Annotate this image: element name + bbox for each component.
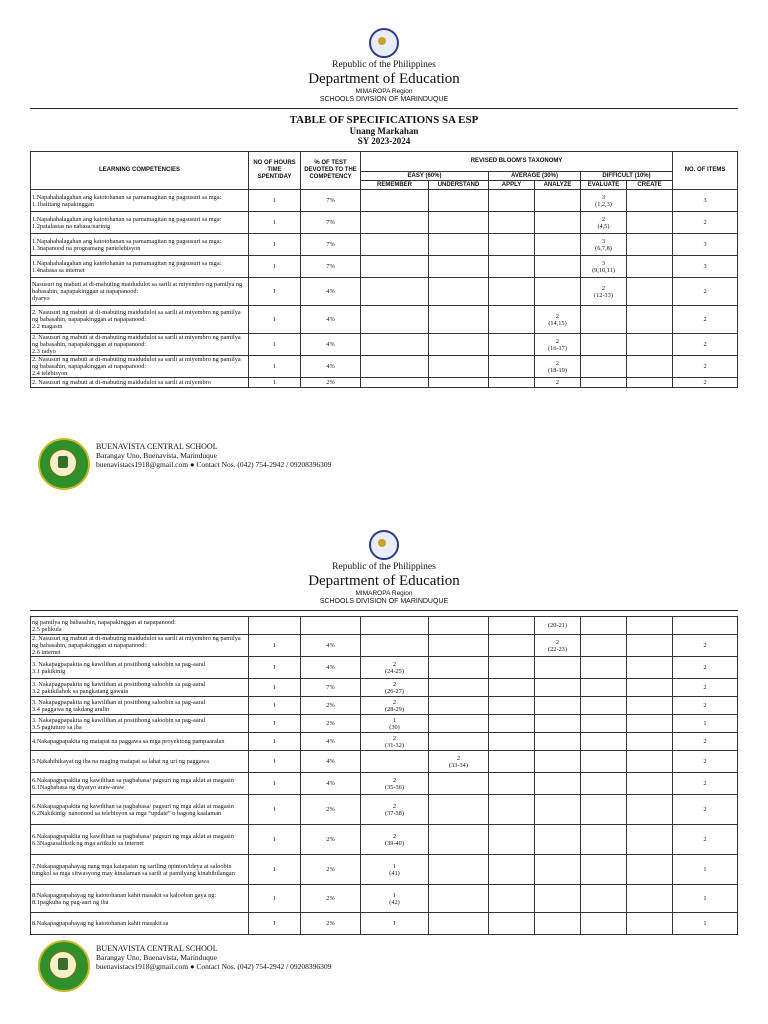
items-cell: 2: [673, 657, 738, 679]
hours-cell: 1: [249, 256, 301, 278]
create-cell: [627, 334, 673, 356]
division-text: SCHOOLS DIVISION OF MARINDUQUE: [319, 598, 449, 605]
percent-cell: 4%: [301, 635, 361, 657]
table-row: [31, 855, 738, 885]
apply-cell: [489, 278, 535, 306]
remember-cell: [361, 334, 429, 356]
competency-cell: 3. Nakapagpapakita ng kawilihan at positibong saloobin sa pag-aaral 3.1 pakikinig: [31, 657, 249, 679]
table-row: [31, 733, 738, 751]
apply-cell: [489, 697, 535, 715]
remember-cell: 2 (39-40): [361, 825, 429, 855]
create-cell: [627, 773, 673, 795]
evaluate-cell: [581, 825, 627, 855]
understand-cell: [429, 212, 489, 234]
hours-cell: 1: [249, 635, 301, 657]
remember-cell: 1 (30): [361, 715, 429, 733]
percent-cell: 7%: [301, 256, 361, 278]
competency-cell: 2. Nasusuri ng mabuti at di-mabuting maidudulot sa sarili at miyembro ng pamilya ng babasahin, napapakinggan at napapanood: 2.2 magasin: [31, 306, 249, 334]
understand-cell: [429, 733, 489, 751]
items-cell: 1: [673, 885, 738, 913]
remember-cell: 2 (28-29): [361, 697, 429, 715]
evaluate-cell: [581, 378, 627, 388]
hours-cell: 1: [249, 234, 301, 256]
understand-cell: 2 (33-34): [429, 751, 489, 773]
apply-cell: [489, 733, 535, 751]
hours-cell: 1: [249, 733, 301, 751]
competency-cell: 8.Nakapagpapahayag ng katotohanan kahit masakit sa: [31, 913, 249, 935]
create-cell: [627, 855, 673, 885]
republic-text: Republic of the Philippines: [332, 60, 436, 70]
header-difficult: DIFFICULT (10%): [581, 172, 673, 181]
remember-cell: 1: [361, 913, 429, 935]
remember-cell: [361, 212, 429, 234]
evaluate-cell: [581, 679, 627, 697]
table-row: [31, 234, 738, 256]
document-title: TABLE OF SPECIFICATIONS SA ESP: [289, 114, 479, 126]
letterhead: [0, 500, 768, 606]
apply-cell: [489, 334, 535, 356]
analyze-cell: [535, 697, 581, 715]
apply-cell: [489, 212, 535, 234]
hours-cell: 1: [249, 212, 301, 234]
create-cell: [627, 306, 673, 334]
percent-cell: 2%: [301, 855, 361, 885]
header-percent: % OF TEST DEVOTED TO THE COMPETENCY: [301, 152, 361, 190]
analyze-cell: [535, 773, 581, 795]
items-cell: 1: [673, 855, 738, 885]
header-items: NO. OF ITEMS: [673, 152, 738, 190]
percent-cell: [301, 617, 361, 635]
apply-cell: [489, 635, 535, 657]
evaluate-cell: 3 (9,10,11): [581, 256, 627, 278]
competency-cell: 2. Nasusuri ng mabuti at di-mabuting maidudulot sa sarili at miyembro ng pamilya ng babasahin, napapakinggan at napapanood: 2.3 radyo: [31, 334, 249, 356]
analyze-cell: [535, 657, 581, 679]
percent-cell: 2%: [301, 715, 361, 733]
remember-cell: [361, 356, 429, 378]
understand-cell: [429, 795, 489, 825]
hours-cell: 1: [249, 715, 301, 733]
items-cell: 2: [673, 825, 738, 855]
create-cell: [627, 212, 673, 234]
competency-cell: 8.Nakapagpapahayag ng katotohanan kahit masakit sa kalooban gaya ng: 8.1pagkuha ng pag-aari ng iba: [31, 885, 249, 913]
understand-cell: [429, 913, 489, 935]
percent-cell: 4%: [301, 773, 361, 795]
table-row: [31, 356, 738, 378]
analyze-cell: (20-21): [535, 617, 581, 635]
header-easy: EASY (60%): [361, 172, 489, 181]
understand-cell: [429, 635, 489, 657]
school-address: Barangay Uno, Buenavista, Marinduque: [96, 953, 218, 962]
hours-cell: 1: [249, 855, 301, 885]
evaluate-cell: [581, 657, 627, 679]
understand-cell: [429, 356, 489, 378]
republic-text: Republic of the Philippines: [332, 562, 436, 572]
competency-cell: 2. Nasusuri ng mabuti at di-mabuting maidudulot sa sarili at miyembro: [31, 378, 249, 388]
school-info: [96, 442, 331, 469]
school-contact: buenavistacs1918@gmail.com ● Contact Nos. (042) 754-2942 / 09208396309: [96, 460, 332, 469]
analyze-cell: [535, 913, 581, 935]
school-info: [96, 944, 331, 971]
header-evaluate: EVALUATE: [581, 181, 627, 190]
apply-cell: [489, 679, 535, 697]
competency-cell: 3. Nakapagpapakita ng kawilihan at positibong saloobin sa pag-aaral 3.4 paggawa ng takdang aralin: [31, 697, 249, 715]
table-row: [31, 751, 738, 773]
create-cell: [627, 885, 673, 913]
evaluate-cell: [581, 697, 627, 715]
percent-cell: 7%: [301, 190, 361, 212]
create-cell: [627, 657, 673, 679]
items-cell: [673, 617, 738, 635]
table-row: [31, 635, 738, 657]
hours-cell: 1: [249, 697, 301, 715]
apply-cell: [489, 715, 535, 733]
evaluate-cell: [581, 913, 627, 935]
hours-cell: 1: [249, 190, 301, 212]
percent-cell: 4%: [301, 356, 361, 378]
apply-cell: [489, 234, 535, 256]
analyze-cell: [535, 234, 581, 256]
analyze-cell: [535, 855, 581, 885]
header-apply: APPLY: [489, 181, 535, 190]
remember-cell: [361, 278, 429, 306]
percent-cell: 4%: [301, 306, 361, 334]
hours-cell: 1: [249, 751, 301, 773]
remember-cell: [361, 378, 429, 388]
hours-cell: 1: [249, 657, 301, 679]
remember-cell: 1 (41): [361, 855, 429, 885]
create-cell: [627, 635, 673, 657]
header-remember: REMEMBER: [361, 181, 429, 190]
understand-cell: [429, 773, 489, 795]
evaluate-cell: [581, 306, 627, 334]
header-competencies: LEARNING COMPETENCIES: [31, 152, 249, 190]
analyze-cell: 2 (14,15): [535, 306, 581, 334]
competency-cell: ng pamilya ng babasahin, napapakinggan at napapanood: 2.5 pelikula: [31, 617, 249, 635]
analyze-cell: [535, 751, 581, 773]
evaluate-cell: [581, 715, 627, 733]
create-cell: [627, 378, 673, 388]
percent-cell: 7%: [301, 234, 361, 256]
analyze-cell: [535, 679, 581, 697]
competency-cell: 3. Nakapagpapakita ng kawilihan at positibong saloobin sa pag-aaral 3.5 pagtuturo sa iba: [31, 715, 249, 733]
remember-cell: 1 (42): [361, 885, 429, 913]
analyze-cell: [535, 733, 581, 751]
understand-cell: [429, 190, 489, 212]
apply-cell: [489, 773, 535, 795]
items-cell: 1: [673, 715, 738, 733]
table-row: [31, 617, 738, 635]
header-analyze: ANALYZE: [535, 181, 581, 190]
percent-cell: 2%: [301, 795, 361, 825]
competency-cell: 2. Nasusuri ng mabuti at di-mabuting maidudulot sa sarili at miyembro ng pamilya ng babasahin, napapakinggan at napapanood: 2.4 telebisyon: [31, 356, 249, 378]
items-cell: 2: [673, 278, 738, 306]
competency-cell: 1.Napahahalagahan ang katotohanan sa pamamagitan ng pagsusuri sa mga: 1.4nabasa sa internet: [31, 256, 249, 278]
analyze-cell: [535, 190, 581, 212]
create-cell: [627, 190, 673, 212]
percent-cell: 4%: [301, 751, 361, 773]
items-cell: 2: [673, 697, 738, 715]
hours-cell: 1: [249, 378, 301, 388]
analyze-cell: [535, 715, 581, 733]
analyze-cell: 2 (18-19): [535, 356, 581, 378]
understand-cell: [429, 715, 489, 733]
specifications-table-page-1: [30, 151, 738, 388]
quarter-title: Unang Markahan: [349, 126, 419, 136]
understand-cell: [429, 306, 489, 334]
table-row: [31, 212, 738, 234]
understand-cell: [429, 885, 489, 913]
items-cell: 2: [673, 334, 738, 356]
department-title: Department of Education: [308, 71, 460, 87]
remember-cell: 2 (26-27): [361, 679, 429, 697]
understand-cell: [429, 234, 489, 256]
evaluate-cell: [581, 795, 627, 825]
apply-cell: [489, 855, 535, 885]
table-row: [31, 679, 738, 697]
evaluate-cell: [581, 617, 627, 635]
items-cell: 3: [673, 190, 738, 212]
table-row: [31, 306, 738, 334]
analyze-cell: [535, 256, 581, 278]
create-cell: [627, 256, 673, 278]
hours-cell: 1: [249, 278, 301, 306]
percent-cell: 2%: [301, 697, 361, 715]
create-cell: [627, 697, 673, 715]
apply-cell: [489, 795, 535, 825]
analyze-cell: 2 (16-17): [535, 334, 581, 356]
hours-cell: 1: [249, 913, 301, 935]
competency-cell: 5.Nakahihikayat ng iba na maging matapat sa lahat ng uri ng paggawa: [31, 751, 249, 773]
percent-cell: 2%: [301, 378, 361, 388]
create-cell: [627, 715, 673, 733]
school-name: BUENAVISTA CENTRAL SCHOOL: [96, 944, 218, 953]
table-row: [31, 825, 738, 855]
competency-cell: 1.Napahahalagahan ang katotohanan sa pamamagitan ng pagsusuri sa mga: 1.3napanood na programang pantelebisyon: [31, 234, 249, 256]
understand-cell: [429, 334, 489, 356]
hours-cell: 1: [249, 825, 301, 855]
table-row: [31, 795, 738, 825]
percent-cell: 4%: [301, 334, 361, 356]
items-cell: 1: [673, 913, 738, 935]
percent-cell: 4%: [301, 733, 361, 751]
create-cell: [627, 795, 673, 825]
division-text: SCHOOLS DIVISION OF MARINDUQUE: [319, 96, 449, 103]
header-understand: UNDERSTAND: [429, 181, 489, 190]
percent-cell: 4%: [301, 657, 361, 679]
understand-cell: [429, 855, 489, 885]
apply-cell: [489, 306, 535, 334]
competency-cell: 1.Napahahalagahan ang katotohanan sa pamamagitan ng pagsusuri sa mga: 1.1balitang napakinggan: [31, 190, 249, 212]
school-address: Barangay Uno, Buenavista, Marinduque: [96, 451, 218, 460]
apply-cell: [489, 190, 535, 212]
apply-cell: [489, 913, 535, 935]
school-logo-icon: [38, 940, 90, 992]
competency-cell: 6.Nakapagpapakita ng kawilihan sa pagbabasa/ pagsuri ng mga aklat at magasin 6.2Nakikinig/ nanonood sa telebisyon sa mga “update” o bagong kaalaman: [31, 795, 249, 825]
remember-cell: [361, 256, 429, 278]
remember-cell: 2 (37-38): [361, 795, 429, 825]
evaluate-cell: [581, 885, 627, 913]
create-cell: [627, 733, 673, 751]
hours-cell: 1: [249, 306, 301, 334]
school-year: SY 2023-2024: [357, 136, 411, 146]
remember-cell: [361, 234, 429, 256]
understand-cell: [429, 378, 489, 388]
remember-cell: 2 (31-32): [361, 733, 429, 751]
apply-cell: [489, 617, 535, 635]
region-text: MIMAROPA Region: [355, 88, 413, 95]
create-cell: [627, 278, 673, 306]
items-cell: 2: [673, 751, 738, 773]
page-2: [0, 500, 768, 1024]
table-row: [31, 697, 738, 715]
remember-cell: 2 (24-25): [361, 657, 429, 679]
analyze-cell: 2: [535, 378, 581, 388]
header-rule: [30, 610, 738, 611]
items-cell: 2: [673, 773, 738, 795]
header-average: AVERAGE (30%): [489, 172, 581, 181]
hours-cell: 1: [249, 795, 301, 825]
letterhead: [0, 0, 768, 104]
percent-cell: 7%: [301, 679, 361, 697]
table-row: [31, 256, 738, 278]
deped-seal-icon: [369, 530, 399, 560]
remember-cell: [361, 190, 429, 212]
table-row: [31, 773, 738, 795]
evaluate-cell: 3 (1,2,3): [581, 190, 627, 212]
evaluate-cell: [581, 855, 627, 885]
apply-cell: [489, 256, 535, 278]
table-row: [31, 913, 738, 935]
evaluate-cell: [581, 334, 627, 356]
table-row: [31, 278, 738, 306]
header-hours: NO OF HOURS TIME SPENT/DAY: [249, 152, 301, 190]
table-row: [31, 190, 738, 212]
apply-cell: [489, 885, 535, 913]
analyze-cell: 2 (22-23): [535, 635, 581, 657]
hours-cell: 1: [249, 885, 301, 913]
understand-cell: [429, 825, 489, 855]
specifications-table-page-2: [30, 616, 738, 935]
school-name: BUENAVISTA CENTRAL SCHOOL: [96, 442, 218, 451]
competency-cell: 2. Nasusuri ng mabuti at di-mabuting maidudulot sa sarili at miyembro ng pamilya ng babasahin, napapakinggan at napapanood: 2.6 internet: [31, 635, 249, 657]
understand-cell: [429, 657, 489, 679]
header-taxonomy: REVISED BLOOM'S TAXONOMY: [361, 152, 673, 172]
evaluate-cell: 2 (12-13): [581, 278, 627, 306]
competency-cell: 7.Nakapagpapahayag nang mga katapatan ng sariling opinion/ideya at saloobin tungkol sa mga sitwasyong may kinalaman sa sarili at pamilyang kinabibilangan: [31, 855, 249, 885]
analyze-cell: [535, 885, 581, 913]
evaluate-cell: [581, 751, 627, 773]
competency-cell: 3. Nakapagpapakita ng kawilihan at positibong saloobin sa pag-aaral 3.2 pakikilahok sa pangkatang gawain: [31, 679, 249, 697]
header-rule: [30, 108, 738, 109]
header-create: CREATE: [627, 181, 673, 190]
evaluate-cell: 3 (6,7,8): [581, 234, 627, 256]
remember-cell: [361, 635, 429, 657]
percent-cell: 7%: [301, 212, 361, 234]
create-cell: [627, 356, 673, 378]
table-row: [31, 334, 738, 356]
hours-cell: 1: [249, 679, 301, 697]
understand-cell: [429, 679, 489, 697]
items-cell: 2: [673, 212, 738, 234]
create-cell: [627, 679, 673, 697]
table-row: [31, 657, 738, 679]
items-cell: 2: [673, 635, 738, 657]
understand-cell: [429, 617, 489, 635]
items-cell: 2: [673, 679, 738, 697]
items-cell: 2: [673, 356, 738, 378]
evaluate-cell: [581, 356, 627, 378]
region-text: MIMAROPA Region: [355, 590, 413, 597]
hours-cell: 1: [249, 773, 301, 795]
apply-cell: [489, 657, 535, 679]
school-contact: buenavistacs1918@gmail.com ● Contact Nos. (042) 754-2942 / 09208396309: [96, 962, 332, 971]
evaluate-cell: [581, 773, 627, 795]
competency-cell: 1.Napahahalagahan ang katotohanan sa pamamagitan ng pagsusuri sa mga: 1.2patalastas na nabasa/narinig: [31, 212, 249, 234]
remember-cell: [361, 751, 429, 773]
hours-cell: 1: [249, 356, 301, 378]
table-row: [31, 885, 738, 913]
competency-cell: 6.Nakapagpapakita ng kawilihan sa pagbabasa/ pagsuri ng mga aklat at magasin 6.1Nagbabasa ng diyaryo araw-araw: [31, 773, 249, 795]
deped-seal-icon: [369, 28, 399, 58]
percent-cell: 2%: [301, 885, 361, 913]
create-cell: [627, 913, 673, 935]
analyze-cell: [535, 825, 581, 855]
items-cell: 3: [673, 256, 738, 278]
items-cell: 2: [673, 378, 738, 388]
percent-cell: 2%: [301, 913, 361, 935]
school-logo-icon: [38, 438, 90, 490]
create-cell: [627, 617, 673, 635]
table-row: [31, 715, 738, 733]
analyze-cell: [535, 278, 581, 306]
create-cell: [627, 234, 673, 256]
competency-cell: Nasusuri ng mabuti at di-mabuting maidudulot sa sarili at miyembro ng pamilya ng babasahin, napapakinggan at napapanood: dyaryo: [31, 278, 249, 306]
understand-cell: [429, 697, 489, 715]
remember-cell: [361, 306, 429, 334]
apply-cell: [489, 825, 535, 855]
department-title: Department of Education: [308, 573, 460, 589]
page-1: [0, 0, 768, 500]
analyze-cell: [535, 795, 581, 825]
apply-cell: [489, 751, 535, 773]
items-cell: 2: [673, 733, 738, 751]
items-cell: 2: [673, 306, 738, 334]
hours-cell: [249, 617, 301, 635]
evaluate-cell: 2 (4,5): [581, 212, 627, 234]
remember-cell: [361, 617, 429, 635]
percent-cell: 4%: [301, 278, 361, 306]
create-cell: [627, 751, 673, 773]
evaluate-cell: [581, 635, 627, 657]
table-row: [31, 378, 738, 388]
understand-cell: [429, 256, 489, 278]
items-cell: 2: [673, 795, 738, 825]
create-cell: [627, 825, 673, 855]
remember-cell: 2 (35-36): [361, 773, 429, 795]
items-cell: 3: [673, 234, 738, 256]
apply-cell: [489, 378, 535, 388]
evaluate-cell: [581, 733, 627, 751]
apply-cell: [489, 356, 535, 378]
competency-cell: 4.Nakapagpapakita ng matapat na paggawa sa mga proyektong pampaaralan: [31, 733, 249, 751]
hours-cell: 1: [249, 334, 301, 356]
analyze-cell: [535, 212, 581, 234]
competency-cell: 6.Nakapagpapakita ng kawilihan sa pagbabasa/ pagsuri ng mga aklat at magasin 6.3Nagsasaliksik ng mga artikulo sa internet: [31, 825, 249, 855]
understand-cell: [429, 278, 489, 306]
percent-cell: 2%: [301, 825, 361, 855]
